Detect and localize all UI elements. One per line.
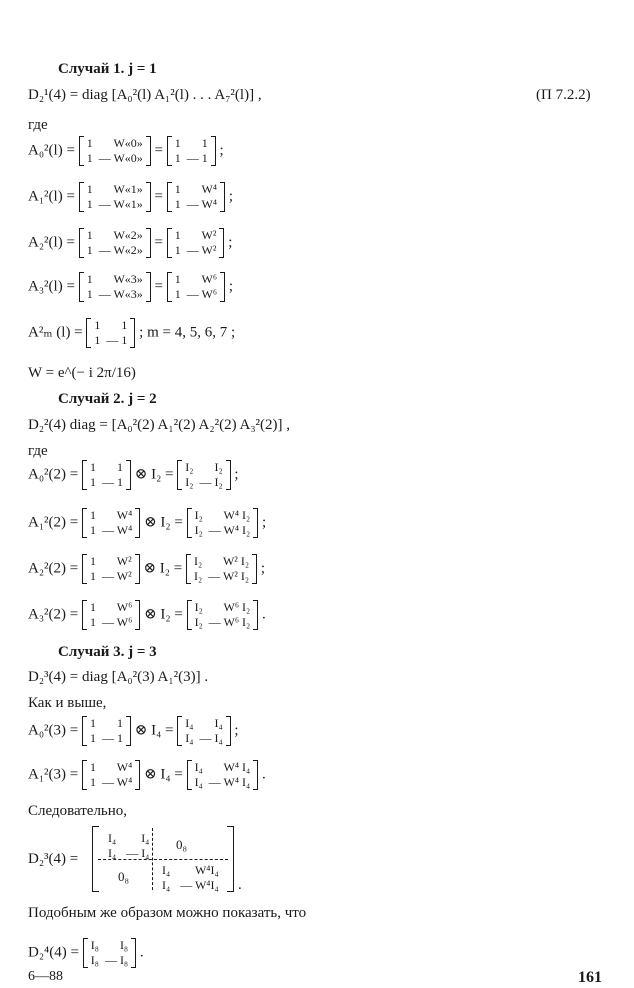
matrix-left <box>82 760 140 790</box>
matrix-cell: 1 <box>117 460 124 474</box>
matrix-cell: 1 <box>86 272 93 286</box>
operator: = <box>150 278 167 295</box>
d4-matrix <box>83 938 136 968</box>
matrix-right <box>167 228 225 258</box>
matrix-cell: W«1» <box>113 182 143 196</box>
matrix-equation-line <box>28 600 266 630</box>
matrix-cell: — W⁴ <box>102 775 133 789</box>
matrix-cell: 1 <box>90 475 97 489</box>
matrix-cell: W⁴ <box>116 508 133 522</box>
operator: ⊗ I₄ = <box>140 766 187 783</box>
block-cell: W⁴I₄ <box>194 863 219 877</box>
matrix-cell: W⁴ <box>116 760 133 774</box>
matrix-cell: I₂ <box>185 475 194 489</box>
matrix-cell: 1 <box>174 243 181 257</box>
equation-lhs: A₂²(2) = <box>28 560 83 577</box>
equation-lhs: A₀²(l) = <box>28 142 79 159</box>
d3-bottom-right <box>156 862 225 894</box>
equation-lhs: A₁²(3) = <box>28 766 83 783</box>
am-line <box>28 318 235 348</box>
matrix-equation-line <box>28 136 224 166</box>
equation-lhs: A₁²(l) = <box>28 188 79 205</box>
page-number: 161 <box>578 969 602 986</box>
matrix-left <box>82 508 140 538</box>
d3-lhs: D₂³(4) = <box>28 851 79 867</box>
matrix-cell: 1 <box>174 151 181 165</box>
matrix-left <box>79 182 151 212</box>
am-tail: ; m = 4, 5, 6, 7 ; <box>139 324 236 341</box>
block-cell: I₄ <box>162 863 171 877</box>
am-matrix <box>86 318 135 348</box>
matrix-equation-line <box>28 554 265 584</box>
matrix-cell: 1 <box>86 197 93 211</box>
matrix-cell: 1 <box>174 197 181 211</box>
matrix-cell: — 1 <box>102 731 124 745</box>
case2-equation: D₂²(4) diag = [A₀²(2) A₁²(2) A₂²(2) A₃²(2)] , <box>28 417 291 433</box>
case1-where: где <box>28 117 48 133</box>
matrix-cell: W² I₂ <box>222 554 250 568</box>
matrix-cell: 1 <box>86 136 93 150</box>
line-end: . <box>258 766 266 783</box>
matrix-cell: I₂ <box>185 460 194 474</box>
matrix-cell: — W«2» <box>98 243 143 257</box>
case2-where: где <box>28 443 48 459</box>
line-end: ; <box>225 188 233 205</box>
matrix-cell: I₂ <box>214 460 223 474</box>
matrix-cell: — W² <box>186 243 217 257</box>
matrix-cell: I₄ <box>194 775 203 789</box>
matrix-cell: W⁴ I₄ <box>223 760 251 774</box>
equation-lhs: A₃²(l) = <box>28 278 79 295</box>
matrix-cell: I₄ <box>185 731 194 745</box>
matrix-cell: W² <box>116 554 132 568</box>
operator: ⊗ I₂ = <box>140 514 187 531</box>
line-end: ; <box>230 722 239 739</box>
matrix-right <box>167 136 216 166</box>
block-cell: I₄ <box>108 831 117 845</box>
line-end: ; <box>230 466 239 483</box>
matrix-cell: — 1 <box>106 333 128 347</box>
matrix-cell: 1 <box>90 600 97 614</box>
matrix-cell: I₂ <box>194 615 203 629</box>
matrix-cell: — W⁶ <box>186 287 218 301</box>
matrix-right <box>187 600 259 630</box>
matrix-cell: — W⁴ <box>102 523 133 537</box>
case1-heading: Случай 1. j = 1 <box>58 61 157 77</box>
d3-block-matrix <box>92 826 234 892</box>
matrix-cell: — W² <box>102 569 132 583</box>
matrix-left <box>82 716 131 746</box>
matrix-equation-line <box>28 182 233 212</box>
line-end: . <box>258 606 266 623</box>
matrix-cell: 1 <box>86 182 93 196</box>
matrix-cell: W⁴ <box>201 182 218 196</box>
matrix-cell: 1 <box>90 460 97 474</box>
matrix-cell: 1 <box>86 287 93 301</box>
line-end: ; <box>224 234 233 251</box>
matrix-cell: — W⁴ <box>186 197 218 211</box>
matrix-cell: W⁶ I₂ <box>223 600 251 614</box>
line-end: ; <box>215 142 224 159</box>
matrix-cell: 1 <box>94 333 101 347</box>
d4-end: . <box>139 944 144 961</box>
case3-therefore: Следовательно, <box>28 803 128 819</box>
matrix-cell: — W⁶ <box>102 615 133 629</box>
matrix-cell: 1 <box>90 569 97 583</box>
matrix-left <box>79 136 151 166</box>
matrix-cell: I₈ <box>90 938 99 952</box>
matrix-cell: 1 <box>90 731 97 745</box>
matrix-cell: — I₂ <box>199 475 223 489</box>
matrix-right <box>187 508 259 538</box>
am-lhs: A²ₘ (l) = <box>28 324 83 341</box>
matrix-equation-line <box>28 272 233 302</box>
matrix-cell: 1 <box>90 523 97 537</box>
matrix-cell: 1 <box>86 228 93 242</box>
matrix-cell: 1 <box>117 716 124 730</box>
equation-number: (П 7.2.2) <box>536 87 591 103</box>
equation-lhs: A₀²(3) = <box>28 722 83 739</box>
matrix-cell: — W² I₂ <box>208 569 250 583</box>
matrix-cell: — 1 <box>102 475 124 489</box>
matrix-cell: — W⁴ I₂ <box>208 523 251 537</box>
matrix-cell: — W«3» <box>98 287 143 301</box>
matrix-cell: — W⁴ I₄ <box>208 775 251 789</box>
d3-top-left <box>102 830 155 862</box>
d4-lhs: D₂⁴(4) = <box>28 944 79 961</box>
matrix-cell: 1 <box>121 318 128 332</box>
line-end: ; <box>225 278 233 295</box>
matrix-cell: I₈ <box>119 938 129 952</box>
matrix-left <box>79 228 151 258</box>
matrix-cell: W«2» <box>113 228 143 242</box>
matrix-cell: 1 <box>174 272 181 286</box>
operator: = <box>150 188 167 205</box>
matrix-equation-line <box>28 508 266 538</box>
matrix-left <box>79 272 151 302</box>
matrix-cell: W⁶ <box>201 272 218 286</box>
matrix-cell: I₄ <box>194 760 203 774</box>
matrix-cell: 1 <box>174 182 181 196</box>
matrix-right <box>187 760 259 790</box>
operator: = <box>150 142 167 159</box>
operator: ⊗ I₂ = <box>131 466 178 483</box>
case2-heading: Случай 2. j = 2 <box>58 391 157 407</box>
block-cell: I₄ <box>141 831 150 845</box>
case3-equation: D₂³(4) = diag [A₀²(3) A₁²(3)] . <box>28 669 209 685</box>
block-cell: I₄ <box>162 878 171 892</box>
matrix-equation-line <box>28 760 266 790</box>
matrix-cell: 1 <box>94 318 101 332</box>
equation-lhs: A₀²(2) = <box>28 466 83 483</box>
operator: ⊗ I₄ = <box>131 722 178 739</box>
matrix-cell: 1 <box>90 615 97 629</box>
matrix-cell: I₂ <box>194 508 203 522</box>
case3-heading: Случай 3. j = 3 <box>58 644 157 660</box>
matrix-cell: 1 <box>174 287 181 301</box>
d3-bottom-left: 0₈ <box>118 869 130 884</box>
matrix-left <box>82 460 131 490</box>
matrix-cell: — W⁶ I₂ <box>208 615 251 629</box>
d3-end: . <box>238 877 242 893</box>
d4-line <box>28 938 144 968</box>
matrix-cell: — 1 <box>186 151 208 165</box>
matrix-cell: I₈ <box>90 953 99 967</box>
matrix-cell: 1 <box>90 760 97 774</box>
matrix-right <box>167 182 225 212</box>
matrix-cell: — I₈ <box>104 953 129 967</box>
matrix-cell: — W«1» <box>98 197 143 211</box>
matrix-cell: 1 <box>90 554 97 568</box>
operator: ⊗ I₂ = <box>140 606 187 623</box>
matrix-cell: W² <box>201 228 217 242</box>
matrix-cell: — W«0» <box>98 151 143 165</box>
line-end: ; <box>258 514 267 531</box>
matrix-cell: 1 <box>90 775 97 789</box>
matrix-cell: 1 <box>174 228 181 242</box>
block-cell: — W⁴I₄ <box>180 878 219 892</box>
block-cell: I₄ <box>108 846 117 860</box>
matrix-cell: W«3» <box>113 272 143 286</box>
matrix-right <box>167 272 225 302</box>
matrix-left <box>82 554 140 584</box>
matrix-cell: W⁴ I₂ <box>223 508 251 522</box>
footer-signature: 6—88 <box>28 969 63 984</box>
matrix-cell: I₂ <box>194 600 203 614</box>
d3-top-right: 0₈ <box>176 837 188 852</box>
matrix-cell: I₄ <box>185 716 194 730</box>
matrix-equation-line <box>28 460 239 490</box>
matrix-cell: — I₄ <box>199 731 223 745</box>
matrix-cell: 1 <box>174 136 181 150</box>
matrix-equation-line <box>28 716 239 746</box>
matrix-cell: I₂ <box>194 523 203 537</box>
operator: = <box>150 234 167 251</box>
equation-lhs: A₂²(l) = <box>28 234 79 251</box>
matrix-cell: I₂ <box>194 554 203 568</box>
operator: ⊗ I₂ = <box>139 560 186 577</box>
matrix-cell: 1 <box>86 151 93 165</box>
line-end: ; <box>257 560 265 577</box>
matrix-right <box>177 716 230 746</box>
w-definition: W = e^(− i 2π/16) <box>28 365 136 381</box>
matrix-cell: I₄ <box>214 716 223 730</box>
matrix-cell: I₂ <box>194 569 203 583</box>
similarly-text: Подобным же образом можно показать, что <box>28 905 307 921</box>
block-cell: — I₄ <box>126 846 150 860</box>
matrix-cell: 1 <box>90 508 97 522</box>
matrix-cell: W⁶ <box>116 600 133 614</box>
case1-equation: D₂¹(4) = diag [A₀²(l) A₁²(l) . . . A₇²(l)] , <box>28 87 262 103</box>
matrix-right <box>186 554 257 584</box>
equation-lhs: A₁²(2) = <box>28 514 83 531</box>
matrix-cell: 1 <box>201 136 208 150</box>
matrix-left <box>82 600 140 630</box>
matrix-right <box>177 460 230 490</box>
equation-lhs: A₃²(2) = <box>28 606 83 623</box>
matrix-equation-line <box>28 228 232 258</box>
matrix-cell: W«0» <box>113 136 143 150</box>
case3-as-above: Как и выше, <box>28 695 107 711</box>
matrix-cell: 1 <box>90 716 97 730</box>
matrix-cell: 1 <box>86 243 93 257</box>
